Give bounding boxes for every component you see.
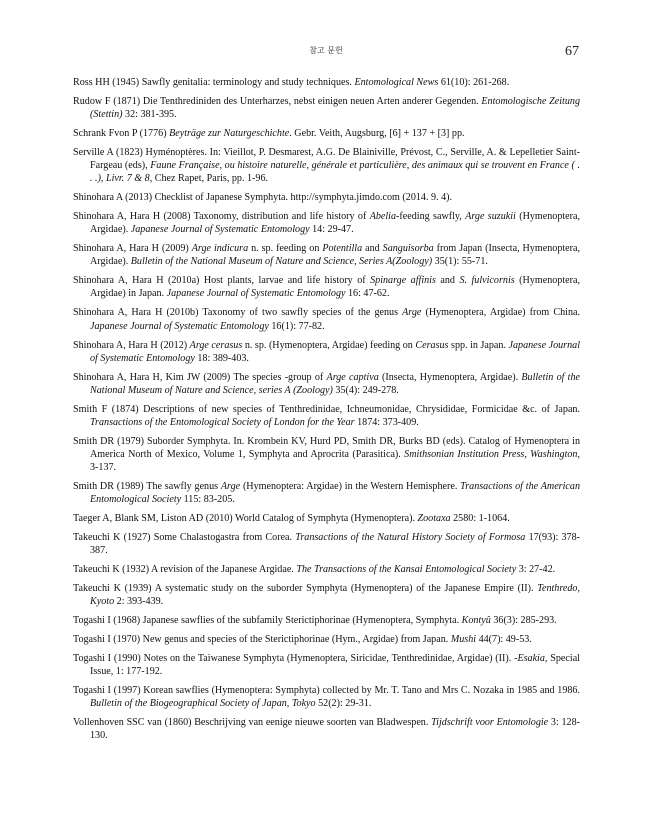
- reference-entry: [73, 210, 580, 236]
- reference-italic-segment: The Transactions of the Kansai Entomological Society: [296, 564, 517, 576]
- reference-italic-segment: Japanese Journal of Systematic Entomology: [90, 320, 269, 332]
- reference-text-segment: 3: 128-130.: [90, 717, 580, 742]
- reference-entry: [73, 191, 580, 204]
- reference-entry: [73, 146, 580, 185]
- reference-text-segment: Schrank Fvon P (1776): [73, 128, 170, 140]
- reference-italic-segment: Zootaxa: [417, 513, 451, 524]
- reference-text-segment: (Hymenoptera, Argidae).: [90, 211, 581, 236]
- reference-text-segment: Shinohara A, Hara H (2012): [73, 339, 190, 351]
- reference-entry: [73, 652, 580, 678]
- reference-italic-segment: Arge: [402, 307, 422, 319]
- reference-text-segment: Shinohara A, Hara H (2010b) Taxonomy of two sawfly species of the genus: [73, 307, 403, 319]
- reference-text-segment: Shinohara A, Hara H, Kim JW (2009) The species -group of: [73, 371, 327, 383]
- reference-entry: [73, 633, 580, 646]
- reference-text-segment: Rudow F (1871) Die Tenthrediniden des Unterharzes, nebst einigen neuen Arten anderer Gegenden.: [73, 95, 482, 107]
- reference-italic-segment: Japanese Journal of Systematic Entomology: [90, 339, 581, 364]
- reference-text-segment: Togashi I (1990) Notes on the Taiwanese Symphyta (Hymenoptera, Siricidae, Tenthredinidae, Argidae) (II). -: [73, 653, 518, 665]
- reference-italic-segment: Bulletin of the National Museum of Nature and Science, Series A(Zoology): [130, 256, 433, 268]
- reference-text-segment: Shinohara A, Hara H (2008) Taxonomy, distribution and life history of: [73, 211, 370, 223]
- reference-italic-segment: Bulletin of the Biogeographical Society of Japan, Tokyo: [90, 698, 316, 710]
- reference-italic-segment: Mushi: [450, 634, 477, 646]
- reference-entry: [73, 339, 580, 365]
- reference-italic-segment: Bulletin of the National Museum of Nature and Science, series A (Zoology): [90, 371, 581, 396]
- reference-italic-segment: Abelia: [369, 211, 397, 223]
- reference-italic-segment: Entomological News: [354, 77, 439, 88]
- reference-text-segment: Shinohara A (2013) Checklist of Japanese Symphyta. http://symphyta.jimdo.com (2014. 9. 4).: [73, 192, 453, 204]
- reference-text-segment: Togashi I (1997) Korean sawflies (Hymenoptera: Symphyta) collected by Mr. T. Tano and Mrs C. Nozaka in 1985 and 1986.: [73, 685, 580, 697]
- reference-text-segment: 17(93): 378-387.: [90, 531, 581, 557]
- reference-entry: [73, 512, 580, 525]
- reference-text-segment: from Japan (Insecta, Hymenoptera, Argidae).: [90, 243, 581, 268]
- running-header: 참고 문헌: [309, 46, 343, 55]
- reference-italic-segment: Transactions of the Natural History Society of Formosa: [295, 531, 526, 543]
- reference-text-segment: Takeuchi K (1939) A systematic study on the suborder Symphyta (Hymenoptera) of the Japanese Empire (II).: [73, 583, 538, 595]
- reference-text-segment: Smith DR (1979) Suborder Symphyta. In. Krombein KV, Hurd PD, Smith DR, Burks BD (eds). Catalog of Hymenoptera in America North of Mexico, Volume 1, Symphyta and Aprocrita (Parasitica).: [73, 435, 580, 460]
- reference-text-segment: 36(3): 285-293.: [490, 615, 557, 627]
- reference-text-segment: 14: 29-47.: [309, 224, 354, 236]
- reference-italic-segment: Spinarge affinis: [370, 275, 436, 287]
- reference-text-segment: Togashi I (1970) New genus and species of the Sterictiphorinae (Hym., Argidae) from Japan.: [73, 634, 451, 646]
- reference-text-segment: Ross HH (1945) Sawfly genitalia: terminology and study techniques.: [73, 77, 355, 88]
- reference-italic-segment: Kontyû: [461, 615, 491, 627]
- reference-text-segment: 3: 27-42.: [516, 564, 556, 576]
- reference-text-segment: Smith F (1874) Descriptions of new species of Tenthredinidae, Ichneumonidae, Chrysididae, Formicidae &c. of Japan.: [73, 403, 580, 415]
- reference-text-segment: 2580: 1-1064.: [450, 513, 510, 524]
- reference-italic-segment: Arge indicura: [191, 243, 249, 255]
- reference-entry: [73, 582, 580, 608]
- reference-text-segment: (Hymenoptera, Argidae) from China.: [421, 307, 580, 319]
- reference-italic-segment: S. fulvicornis: [459, 275, 515, 287]
- reference-italic-segment: Entomologische Zeitung (Stettin): [90, 95, 580, 121]
- reference-italic-segment: Esakia: [517, 653, 545, 665]
- reference-text-segment: Serville A (1823) Hyménoptères. In: Vieillot, P. Desmarest, A.G. De Blainiville, Prévost, C., Serville, A. & Lepelletier Saint-Fargeau (eds),: [73, 147, 580, 172]
- reference-text-segment: 18: 389-403.: [194, 352, 249, 364]
- reference-entry: [73, 563, 580, 576]
- reference-text-segment: , Chez Rapet, Paris, pp. 1-96.: [149, 173, 269, 185]
- reference-text-segment: and: [435, 275, 460, 287]
- reference-text-segment: . Gebr. Veith, Augsburg, [6] + 137 + [3] pp.: [289, 128, 465, 140]
- reference-entry: [73, 371, 580, 397]
- reference-text-segment: -feeding sawfly,: [396, 211, 466, 223]
- reference-text-segment: 16: 47-62.: [345, 288, 390, 300]
- reference-text-segment: (Hymenoptera, Argidae) in Japan.: [90, 275, 580, 300]
- reference-italic-segment: Transactions of the Entomological Society of London for the Year: [90, 416, 355, 428]
- reference-italic-segment: Smithsonian Institution Press, Washington: [404, 448, 578, 460]
- reference-italic-segment: Tenthredo, Kyoto: [90, 583, 580, 608]
- reference-italic-segment: Cerasus: [415, 339, 449, 351]
- reference-text-segment: Takeuchi K (1927) Some Chalastogastra from Corea.: [73, 531, 296, 543]
- reference-text-segment: 44(7): 49-53.: [476, 634, 532, 646]
- reference-text-segment: (Insecta, Hymenoptera, Argidae).: [378, 371, 522, 383]
- reference-text-segment: n. sp. feeding on: [248, 243, 323, 255]
- reference-entry: [73, 403, 580, 429]
- reference-italic-segment: Arge captiva: [326, 371, 379, 383]
- reference-entry: [73, 684, 580, 710]
- reference-italic-segment: Japanese Journal of Systematic Entomology: [166, 288, 346, 300]
- reference-text-segment: Togashi I (1968) Japanese sawflies of the subfamily Sterictiphorinae (Hymenoptera, Symphyta.: [73, 615, 462, 627]
- reference-entry: [73, 614, 580, 627]
- page-number: 67: [565, 44, 579, 59]
- reference-text-segment: Shinohara A, Hara H (2009): [73, 243, 192, 255]
- reference-text-segment: 115: 83-205.: [181, 494, 235, 506]
- reference-text-segment: Shinohara A, Hara H (2010a) Host plants, larvae and life history of: [73, 275, 371, 287]
- reference-italic-segment: Faune Française, ou histoire naturelle, générale et particulière, des animaux qui se trouvent en France ( . . .), Livr. 7 & 8: [90, 160, 580, 185]
- reference-italic-segment: Arge suzukii: [465, 211, 516, 223]
- reference-entry: [73, 435, 580, 474]
- reference-entry: [73, 242, 580, 268]
- reference-italic-segment: Beyträge zur Naturgeschichte: [169, 128, 290, 140]
- reference-text-segment: 32: 381-395.: [122, 109, 177, 121]
- reference-text-segment: (Hymenoptera: Argidae) in the Western Hemisphere.: [240, 480, 461, 492]
- reference-entry: [73, 95, 580, 121]
- reference-italic-segment: Potentilla: [322, 243, 363, 255]
- reference-italic-segment: Sanguisorba: [382, 243, 434, 255]
- reference-entry: [73, 480, 580, 506]
- reference-text-segment: 61(10): 261-268.: [438, 77, 510, 88]
- reference-italic-segment: Tijdschrift voor Entomologie: [431, 717, 549, 729]
- reference-entry: [73, 716, 580, 742]
- reference-text-segment: Taeger A, Blank SM, Liston AD (2010) World Catalog of Symphyta (Hymenoptera).: [73, 513, 418, 524]
- reference-text-segment: 2: 393-439.: [114, 596, 164, 608]
- reference-entry: [73, 531, 580, 557]
- reference-italic-segment: Arge: [220, 480, 241, 492]
- reference-text-segment: n. sp. (Hymenoptera, Argidae) feeding on: [242, 339, 416, 351]
- reference-text-segment: 1874: 373-409.: [354, 416, 419, 428]
- reference-italic-segment: Japanese Journal of Systematic Entomology: [130, 224, 310, 236]
- reference-list: [73, 76, 580, 748]
- reference-text-segment: and: [362, 243, 383, 255]
- reference-text-segment: 52(2): 29-31.: [315, 698, 372, 710]
- reference-italic-segment: Arge cerasus: [189, 339, 243, 351]
- reference-entry: [73, 127, 580, 140]
- reference-text-segment: 16(1): 77-82.: [268, 320, 325, 332]
- reference-text-segment: 35(1): 55-71.: [432, 256, 488, 268]
- reference-entry: [73, 274, 580, 300]
- reference-italic-segment: Transactions of the American Entomological Society: [90, 480, 580, 506]
- reference-text-segment: Vollenhoven SSC van (1860) Beschrijving van eenige nieuwe soorten van Bladwespen.: [73, 717, 432, 729]
- reference-text-segment: spp. in Japan.: [448, 339, 509, 351]
- reference-text-segment: 35(4): 249-278.: [332, 384, 399, 396]
- reference-text-segment: , Special Issue, 1: 177-192.: [90, 653, 580, 678]
- reference-text-segment: Takeuchi K (1932) A revision of the Japanese Argidae.: [73, 564, 297, 576]
- reference-entry: [73, 306, 580, 332]
- reference-text-segment: , 3-137.: [90, 448, 581, 473]
- reference-entry: [73, 76, 580, 89]
- reference-text-segment: Smith DR (1989) The sawfly genus: [73, 480, 221, 492]
